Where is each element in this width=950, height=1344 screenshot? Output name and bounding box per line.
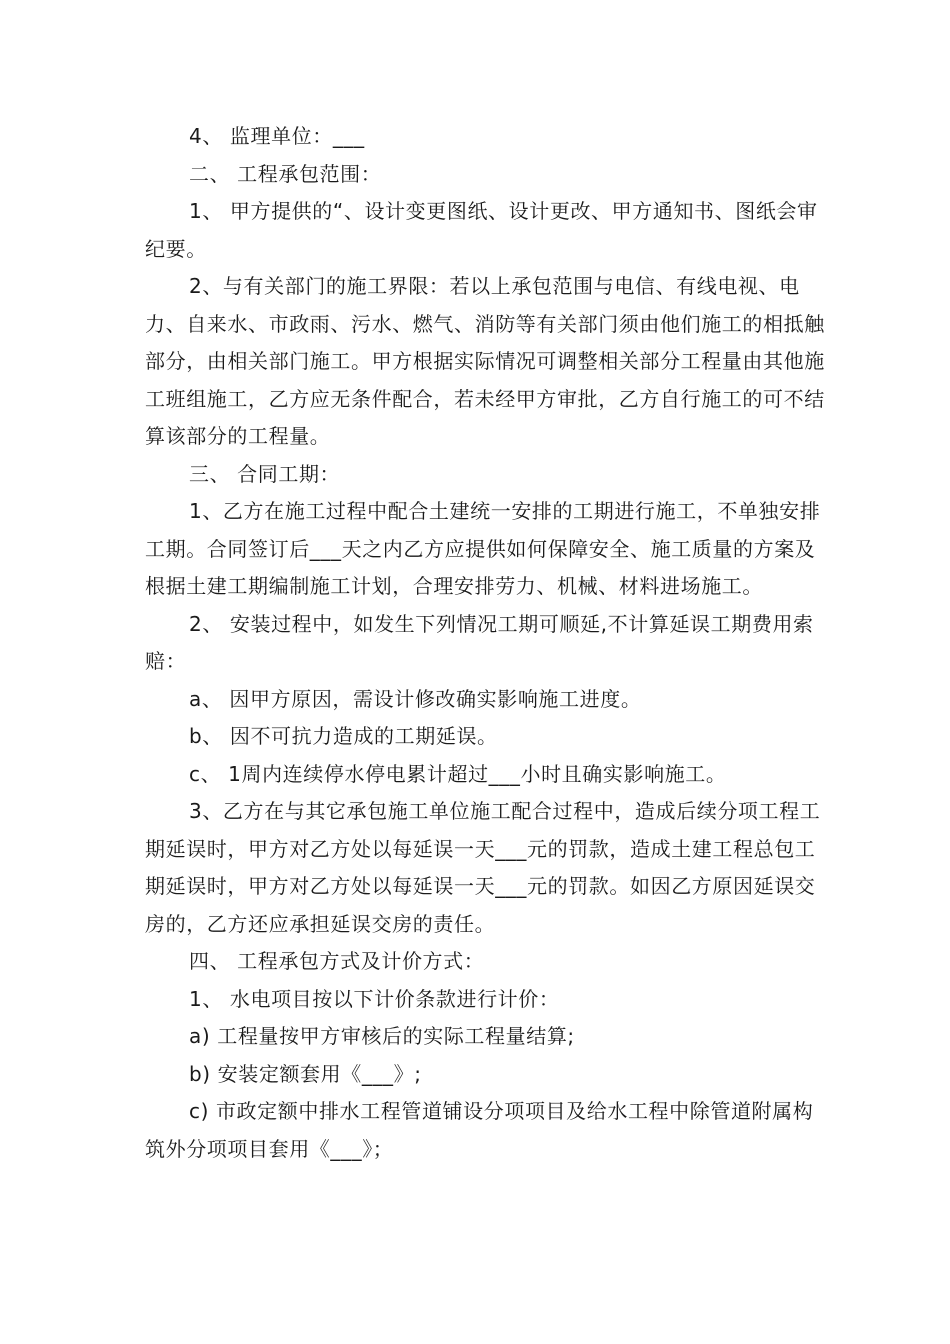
list-item-c: c、 1周内连续停水停电累计超过___小时且确实影响施工。 <box>189 761 727 786</box>
paragraph-scope-2: 2、与有关部门的施工界限：若以上承包范围与电信、有线电视、电力、自来水、市政雨、污水、燃气、消防等有关部门须由他们施工的相抵触部分，由相关部门施工。甲方根据实际情况可调整相关部分工程量由其他施工班组施工，乙方应无条件配合，若未经甲方审批，乙方自行施工的可不结算该部分的工程量。 <box>145 274 825 448</box>
document-page <box>145 118 825 1168</box>
heading-pricing-method: 四、 工程承包方式及计价方式： <box>189 949 485 973</box>
list-item-pricing-b: b) 安装定额套用《___》; <box>189 1061 422 1086</box>
paragraph-period-1: 1、乙方在施工过程中配合土建统一安排的工期进行施工，不单独安排工期。合同签订后___天之内乙方应提供如何保障安全、施工质量的方案及根据土建工期编制施工计划，合理安排劳力、机械、材料进场施工。 <box>145 499 821 598</box>
heading-contract-period: 三、 合同工期： <box>189 461 341 486</box>
list-item-b: b、 因不可抗力造成的工期延误。 <box>189 724 498 748</box>
heading-scope: 二、 工程承包范围： <box>189 161 382 186</box>
list-item-a: a、 因甲方原因，需设计修改确实影响施工进度。 <box>189 686 642 711</box>
paragraph-period-3: 3、乙方在与其它承包施工单位施工配合过程中，造成后续分项工程工期延误时，甲方对乙方处以每延误一天___元的罚款，造成土建工程总包工期延误时，甲方对乙方处以每延误一天___元的罚款。如因乙方原因延误交房的，乙方还应承担延误交房的责任。 <box>145 799 821 936</box>
paragraph-period-2: 2、 安装过程中，如发生下列情况工期可顺延,不计算延误工期费用索赔： <box>145 611 814 673</box>
paragraph-pricing-1: 1、 水电项目按以下计价条款进行计价： <box>189 986 560 1011</box>
paragraph-scope-1: 1、 甲方提供的“、设计变更图纸、设计更改、甲方通知书、图纸会审纪要。 <box>145 199 818 261</box>
list-item-pricing-c: c) 市政定额中排水工程管道铺设分项项目及给水工程中除管道附属构筑外分项项目套用《___》； <box>145 1099 814 1161</box>
paragraph-supervision-unit: 4、 监理单位：___ <box>189 124 365 148</box>
list-item-pricing-a: a) 工程量按甲方审核后的实际工程量结算; <box>189 1024 575 1048</box>
